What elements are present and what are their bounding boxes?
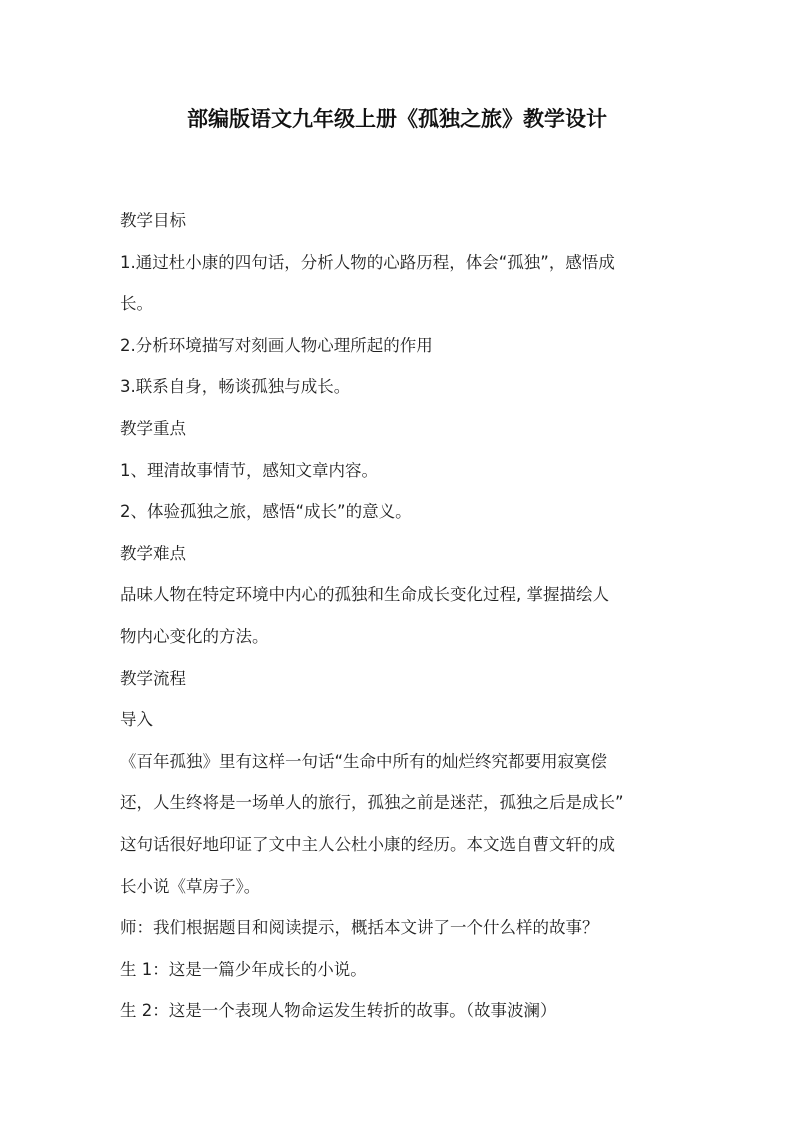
- heading-difficulties: 教学难点: [120, 543, 186, 563]
- document-body: [120, 200, 680, 1032]
- goal-1-line-2: 长。: [120, 294, 153, 314]
- heading-introduction: 导入: [120, 710, 153, 730]
- difficulty-line-1: 品味人物在特定环境中内心的孤独和生命成长变化过程, 掌握描绘人: [120, 585, 609, 605]
- difficulty-line-2: 物内心变化的方法。: [120, 626, 269, 646]
- key-point-1: 1、理清故事情节，感知文章内容。: [120, 460, 378, 480]
- goal-1-line-1: 1.通过杜小康的四句话，分析人物的心路历程，体会“孤独”，感悟成: [120, 252, 615, 272]
- intro-paragraph-line-3: 这句话很好地印证了文中主人公杜小康的经历。本文选自曹文轩的成: [120, 834, 615, 854]
- goal-3: 3.联系自身，畅谈孤独与成长。: [120, 377, 351, 397]
- heading-teaching-process: 教学流程: [120, 668, 186, 688]
- goal-2: 2.分析环境描写对刻画人物心理所起的作用: [120, 335, 433, 355]
- heading-key-points: 教学重点: [120, 418, 186, 438]
- key-point-2: 2、体验孤独之旅，感悟“成长”的意义。: [120, 502, 412, 522]
- student-1-answer: 生 1：这是一篇少年成长的小说。: [120, 959, 367, 979]
- intro-paragraph-line-1: 《百年孤独》里有这样一句话“生命中所有的灿烂终究都要用寂寞偿: [120, 751, 608, 771]
- teacher-question: 师：我们根据题目和阅读提示，概括本文讲了一个什么样的故事？: [120, 918, 599, 938]
- intro-paragraph-line-2: 还，人生终将是一场单人的旅行，孤独之前是迷茫，孤独之后是成长”: [120, 793, 624, 813]
- heading-teaching-goals: 教学目标: [120, 211, 186, 230]
- student-2-answer: 生 2：这是一个表现人物命运发生转折的故事。（故事波澜）: [120, 1001, 557, 1021]
- intro-paragraph-line-4: 长小说《草房子》。: [120, 876, 261, 896]
- document-title: 部编版语文九年级上册《孤独之旅》教学设计: [187, 107, 607, 131]
